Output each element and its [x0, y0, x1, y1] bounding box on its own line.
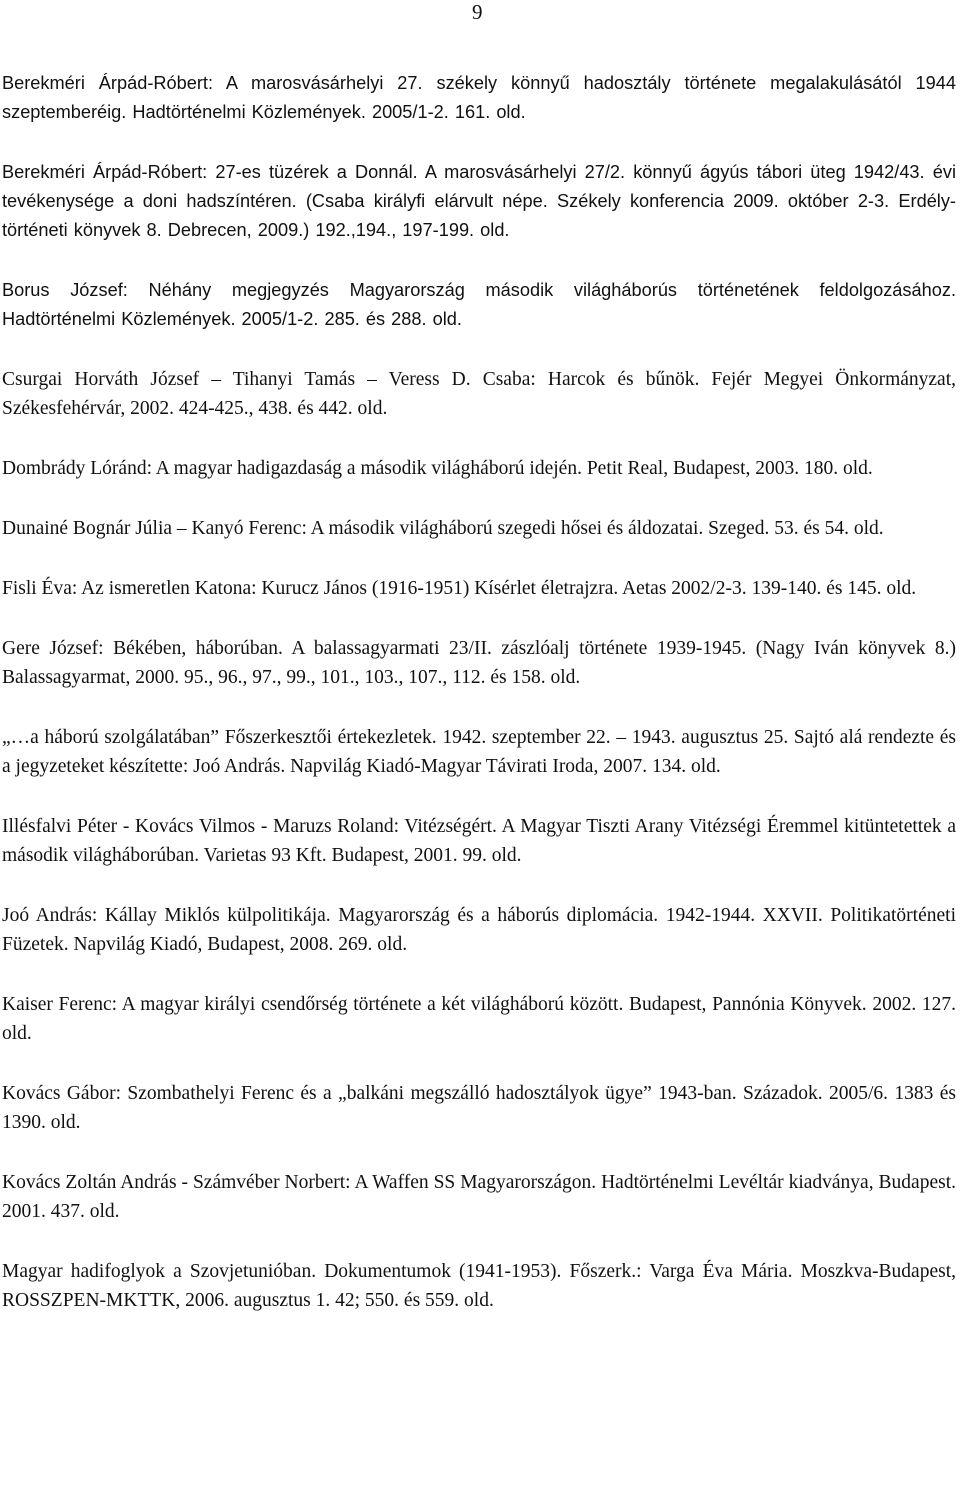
bibliography-entry: Gere József: Békében, háborúban. A balassagyarmati 23/II. zászlóalj története 1939-1945. (Nagy Iván könyvek 8.) Balassagyarmat, 2000. 95., 96., 97., 99., 101., 103., 107., 112. és 158. old.: [2, 638, 956, 688]
bibliography-entry: Kaiser Ferenc: A magyar királyi csendőrség története a két világháború között. Budapest, Pannónia Könyvek. 2002. 127. old.: [2, 994, 956, 1044]
bibliography-entry: Magyar hadifoglyok a Szovjetunióban. Dokumentumok (1941-1953). Főszerk.: Varga Éva Mária. Moszkva-Budapest, ROSSZPEN-MKTTK, 2006. augusztus 1. 42; 550. és 559. old.: [2, 1261, 956, 1311]
bibliography-entry: „…a háború szolgálatában” Főszerkesztői értekezletek. 1942. szeptember 22. – 1943. augusztus 25. Sajtó alá rendezte és a jegyzeteket készítette: Joó András. Napvilág Kiadó-Magyar Távirati Iroda, 2007. 134. old.: [2, 727, 956, 777]
bibliography-entry: Berekméri Árpád-Róbert: A marosvásárhelyi 27. székely könnyű hadosztály története megalakulásától 1944 szeptemberéig. Hadtörténelmi Közlemények. 2005/1-2. 161. old.: [2, 73, 956, 122]
bibliography-entry: Joó András: Kállay Miklós külpolitikája. Magyarország és a háborús diplomácia. 1942-1944. XXVII. Politikatörténeti Füzetek. Napvilág Kiadó, Budapest, 2008. 269. old.: [2, 905, 956, 955]
bibliography-list: [2, 69, 956, 1346]
bibliography-entry: Dombrády Lóránd: A magyar hadigazdaság a második világháború idején. Petit Real, Budapest, 2003. 180. old.: [2, 458, 873, 479]
bibliography-entry: Csurgai Horváth József – Tihanyi Tamás – Veress D. Csaba: Harcok és bűnök. Fejér Megyei Önkormányzat, Székesfehérvár, 2002. 424-425., 438. és 442. old.: [2, 369, 956, 419]
bibliography-entry: Kovács Gábor: Szombathelyi Ferenc és a „balkáni megszálló hadosztályok ügye” 1943-ban. Századok. 2005/6. 1383 és 1390. old.: [2, 1083, 956, 1133]
bibliography-entry: Borus József: Néhány megjegyzés Magyarország második világháborús történetének feldolgozásához. Hadtörténelmi Közlemények. 2005/1-2. 285. és 288. old.: [2, 280, 956, 329]
bibliography-entry: Dunainé Bognár Júlia – Kanyó Ferenc: A második világháború szegedi hősei és áldozatai. Szeged. 53. és 54. old.: [2, 518, 884, 539]
bibliography-entry: Fisli Éva: Az ismeretlen Katona: Kurucz János (1916-1951) Kísérlet életrajzra. Aetas 2002/2-3. 139-140. és 145. old.: [2, 578, 917, 599]
page-number: 9: [472, 0, 483, 24]
bibliography-entry: Berekméri Árpád-Róbert: 27-es tüzérek a Donnál. A marosvásárhelyi 27/2. könnyű ágyús tábori üteg 1942/43. évi tevékenysége a doni hadszíntéren. (Csaba királyfi elárvult népe. Székely konferencia 2009. október 2-3. Erdély-történeti könyvek 8. Debrecen, 2009.) 192.,194., 197-199. old.: [2, 162, 956, 240]
bibliography-entry: Illésfalvi Péter - Kovács Vilmos - Maruzs Roland: Vitézségért. A Magyar Tiszti Arany Vitézségi Éremmel kitüntetettek a második világháborúban. Varietas 93 Kft. Budapest, 2001. 99. old.: [2, 816, 956, 866]
bibliography-entry: Kovács Zoltán András - Számvéber Norbert: A Waffen SS Magyarországon. Hadtörténelmi Levéltár kiadványa, Budapest. 2001. 437. old.: [2, 1172, 956, 1222]
